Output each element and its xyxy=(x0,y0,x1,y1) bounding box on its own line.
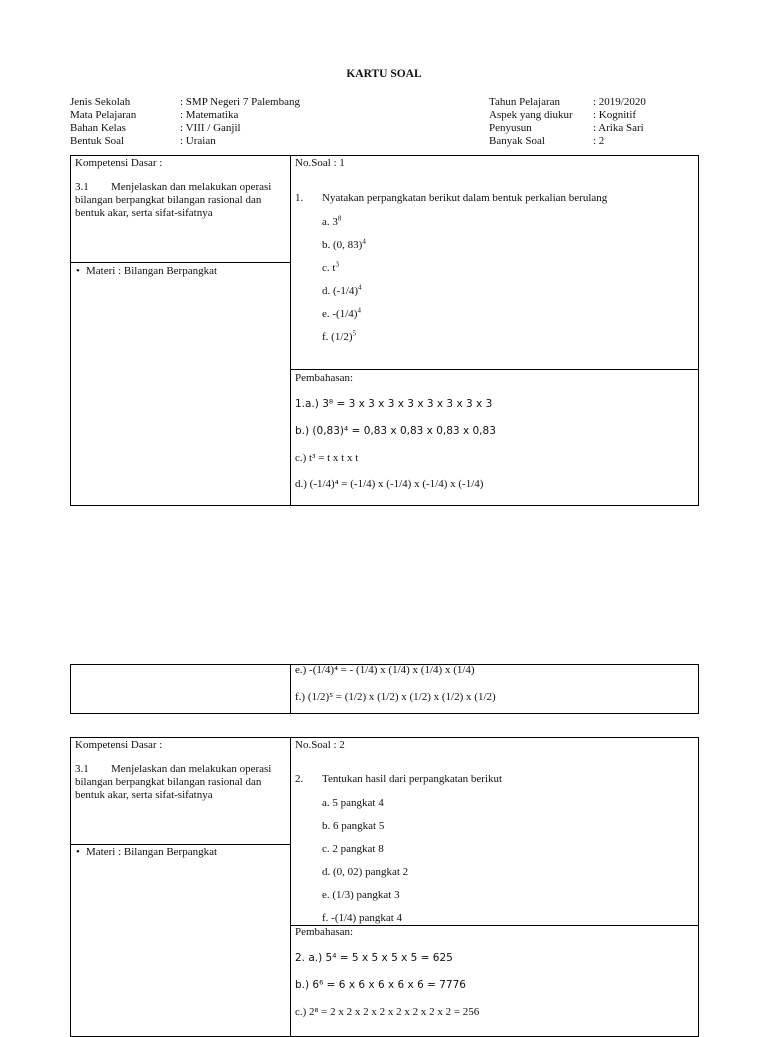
header-value-type: : Uraian xyxy=(180,135,216,147)
option-a: a. 5 pangkat 4 xyxy=(322,797,384,809)
header-label-subject: Mata Pelajaran xyxy=(70,109,137,121)
pembahasan-label: Pembahasan: xyxy=(295,926,354,938)
kd-label: Kompetensi Dasar : xyxy=(75,739,163,751)
kd-text: Menjelaskan dan melakukan operasi bilangan berpangkat bilangan rasional dan bentuk akar, serta sifat-sifatnya xyxy=(75,181,272,219)
answer-1d: d.) (-1/4)⁴ = (-1/4) x (-1/4) x (-1/4) x (-1/4) xyxy=(295,478,484,490)
option-e: e. (1/3) pangkat 3 xyxy=(322,889,400,901)
card-1-divider xyxy=(290,155,291,506)
answer-1e: e.) -(1/4)⁴ = - (1/4) x (1/4) x (1/4) x (1/4) xyxy=(295,664,475,676)
option-f: f. -(1/4) pangkat 4 xyxy=(322,912,403,924)
pembahasan-label: Pembahasan: xyxy=(295,372,354,384)
card-2-kd-separator xyxy=(70,844,290,845)
answer-2c: c.) 2⁸ = 2 x 2 x 2 x 2 x 2 x 2 x 2 x 2 = 256 xyxy=(295,1006,480,1018)
question-number: 2. xyxy=(295,773,304,785)
kd-text: Menjelaskan dan melakukan operasi bilangan berpangkat bilangan rasional dan bentuk akar, serta sifat-sifatnya xyxy=(75,763,272,801)
header-label-author: Penyusun xyxy=(489,122,532,134)
kd-label: Kompetensi Dasar : xyxy=(75,157,163,169)
option-a: a. $3^8$ xyxy=(322,214,342,228)
option-d: d. (0, 02) pangkat 2 xyxy=(322,866,409,878)
header-value-count: : 2 xyxy=(593,135,605,147)
option-c: c. $t^3$ xyxy=(322,260,339,274)
card-1-kd-separator xyxy=(70,262,290,263)
header-label-count: Banyak Soal xyxy=(489,135,545,147)
no-soal: No.Soal : 1 xyxy=(295,157,345,169)
kd-number: 3.1 xyxy=(75,763,89,775)
question-number: 1. xyxy=(295,192,304,204)
answer-2a: 2. a.) 5⁴ = 5 x 5 x 5 x 5 = 625 xyxy=(295,952,453,964)
materi-item: • Materi : Bilangan Berpangkat xyxy=(86,265,217,278)
option-b: b. (0, 83)$^4$ xyxy=(322,237,366,251)
header-value-aspect: : Kognitif xyxy=(593,109,637,121)
header-label-aspect: Aspek yang diukur xyxy=(489,109,573,121)
option-b: b. 6 pangkat 5 xyxy=(322,820,385,832)
option-d: d. $(-1/4)^4$ xyxy=(322,283,362,297)
card-2-divider xyxy=(290,737,291,1037)
option-c: c. 2 pangkat 8 xyxy=(322,843,384,855)
answer-1b: b.) (0,83)⁴ = 0,83 x 0,83 x 0,83 x 0,83 xyxy=(295,425,496,437)
header-label-type: Bentuk Soal xyxy=(70,135,125,147)
answer-1f: f.) (1/2)⁵ = (1/2) x (1/2) x (1/2) x (1/2) x (1/2) xyxy=(295,691,496,703)
question-text: Nyatakan perpangkatan berikut dalam bentuk perkalian berulang xyxy=(322,192,608,204)
card-1-pembahasan-separator xyxy=(290,369,699,370)
answer-1a: 1.a.) 3⁸ = 3 x 3 x 3 x 3 x 3 x 3 x 3 x 3 xyxy=(295,398,493,410)
answer-1c: c.) t³ = t x t x t xyxy=(295,452,359,464)
header-value-year: : 2019/2020 xyxy=(593,96,646,108)
header-label-school: Jenis Sekolah xyxy=(70,96,131,108)
card-1-cont-divider xyxy=(290,664,291,714)
no-soal: No.Soal : 2 xyxy=(295,739,345,751)
header-label-year: Tahun Pelajaran xyxy=(489,96,561,108)
document-title: KARTU SOAL xyxy=(346,68,422,80)
answer-2b: b.) 6⁶ = 6 x 6 x 6 x 6 x 6 = 7776 xyxy=(295,979,466,991)
header-value-subject: : Matematika xyxy=(180,109,239,121)
header-value-school: : SMP Negeri 7 Palembang xyxy=(180,96,300,108)
header-value-class: : VIII / Ganjil xyxy=(180,122,241,134)
header-value-author: : Arika Sari xyxy=(593,122,644,134)
kd-number: 3.1 xyxy=(75,181,89,193)
option-e: e. $-(1/4)^4$ xyxy=(322,306,361,320)
question-text: Tentukan hasil dari perpangkatan berikut xyxy=(322,773,503,785)
option-f: f. $(1/2)^5$ xyxy=(322,329,357,343)
materi-item: • Materi : Bilangan Berpangkat xyxy=(86,846,217,859)
header-label-class: Bahan Kelas xyxy=(70,122,126,134)
